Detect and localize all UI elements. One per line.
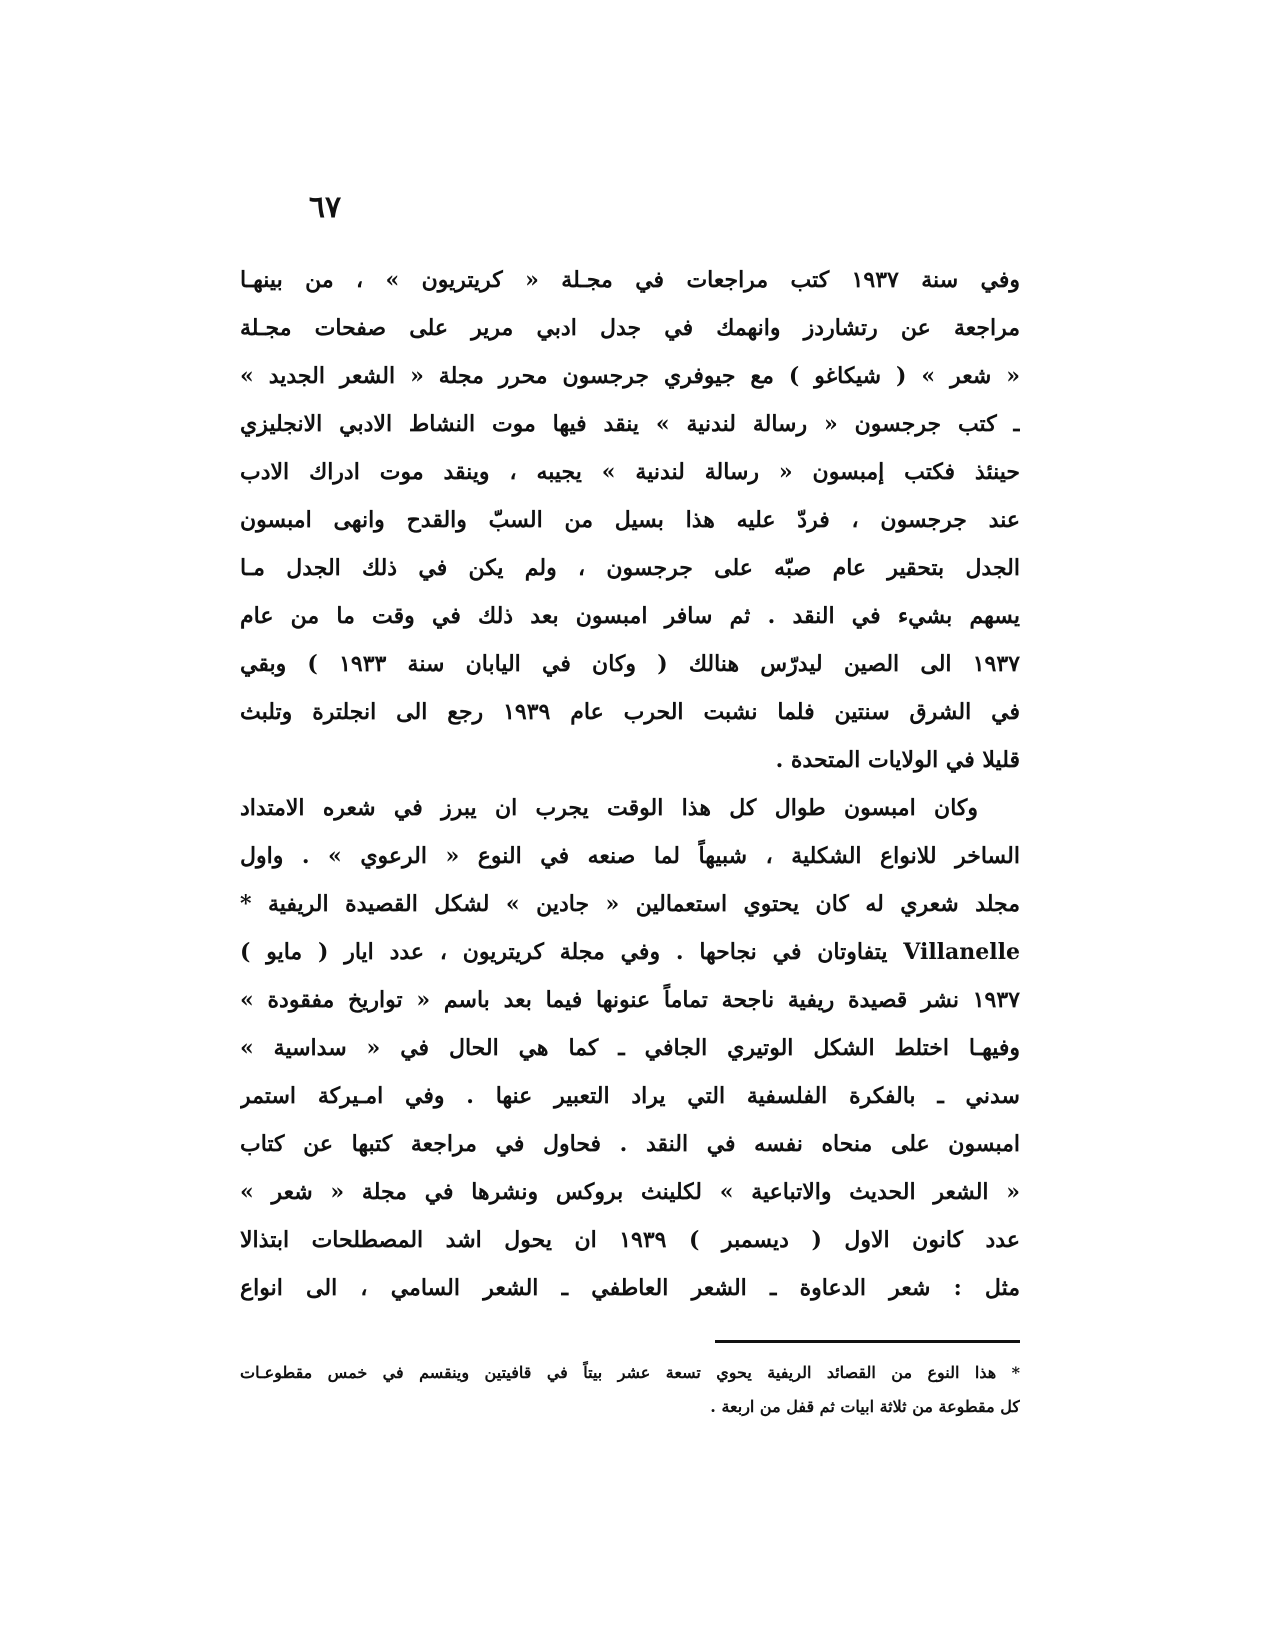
text-line: ١٩٣٧ نشر قصيدة ريفية ناجحة تماماً عنونها فيما بعد باسم « تواريخ مفقودة » [240,987,1020,1013]
text-line: الجدل بتحقير عام صبّه على جرجسون ، ولم يكن في ذلك الجدل مـا [240,555,1020,581]
text-line: مجلد شعري له كان يحتوي استعمالين « جادين » لشكل القصيدة الريفية * [240,891,1020,917]
footnote-line: * هذا النوع من القصائد الريفية يحوي تسعة عشر بيتاً في قافيتين وينقسم في خمس مقطوعـات [240,1363,1020,1382]
text-line: ١٩٣٧ الى الصين ليدرّس هنالك ( وكان في اليابان سنة ١٩٣٣ ) وبقي [240,651,1020,677]
text-line: وكان امبسون طوال كل هذا الوقت يجرب ان يبرز في شعره الامتداد [240,795,978,821]
page-number: ٦٧ [308,190,342,225]
text-line: ـ كتب جرجسون « رسالة لندنية » ينقد فيها موت النشاط الادبي الانجليزي [240,411,1020,437]
text-line: « شعر » ( شيكاغو ) مع جيوفري جرجسون محرر مجلة « الشعر الجديد » [240,363,1020,389]
text-line: وفي سنة ١٩٣٧ كتب مراجعات في مجـلة « كريتريون » ، من بينهـا [240,267,1020,293]
text-line: وفيهـا اختلط الشكل الوتيري الجافي ـ كما هي الحال في « سداسية » [240,1035,1020,1061]
text-line: في الشرق سنتين فلما نشبت الحرب عام ١٩٣٩ رجع الى انجلترة وتلبث [240,699,1020,725]
paragraph-1 [240,256,1020,784]
text-line: عدد كانون الاول ( ديسمبر ) ١٩٣٩ ان يحول اشد المصطلحات ابتذالا [240,1227,1020,1253]
body-text [240,256,1020,1312]
text-line: Villanelle يتفاوتان في نجاحها . وفي مجلة كريتريون ، عدد ايار ( مايو ) [240,939,1020,965]
text-line: الساخر للانواع الشكلية ، شبيهاً لما صنعه في النوع « الرعوي » . واول [240,843,1020,869]
text-line: عند جرجسون ، فردّ عليه هذا بسيل من السبّ والقدح وانهى امبسون [240,507,1020,533]
text-line: مراجعة عن رتشاردز وانهمك في جدل ادبي مرير على صفحات مجـلة [240,315,1020,341]
text-line: مثل : شعر الدعاوة ـ الشعر العاطفي ـ الشعر السامي ، الى انواع [240,1275,1020,1301]
paragraph-2 [240,784,1020,1312]
footnote-divider [715,1340,1020,1343]
text-line: حينئذ فكتب إمبسون « رسالة لندنية » يجيبه ، وينقد موت ادراك الادب [240,459,1020,485]
text-line: يسهم بشيء في النقد . ثم سافر امبسون بعد ذلك في وقت ما من عام [240,603,1020,629]
text-line: قليلا في الولايات المتحدة . [775,747,1020,773]
footnote [240,1356,1020,1424]
text-line: امبسون على منحاه نفسه في النقد . فحاول في مراجعة كتبها عن كتاب [240,1131,1020,1157]
text-line: سدني ـ بالفكرة الفلسفية التي يراد التعبير عنها . وفي امـيركة استمر [240,1083,1020,1109]
text-line: « الشعر الحديث والاتباعية » لكلينث بروكس ونشرها في مجلة « شعر » [240,1179,1020,1205]
footnote-line: كل مقطوعة من ثلاثة ابيات ثم قفل من اربعة . [710,1397,1020,1416]
